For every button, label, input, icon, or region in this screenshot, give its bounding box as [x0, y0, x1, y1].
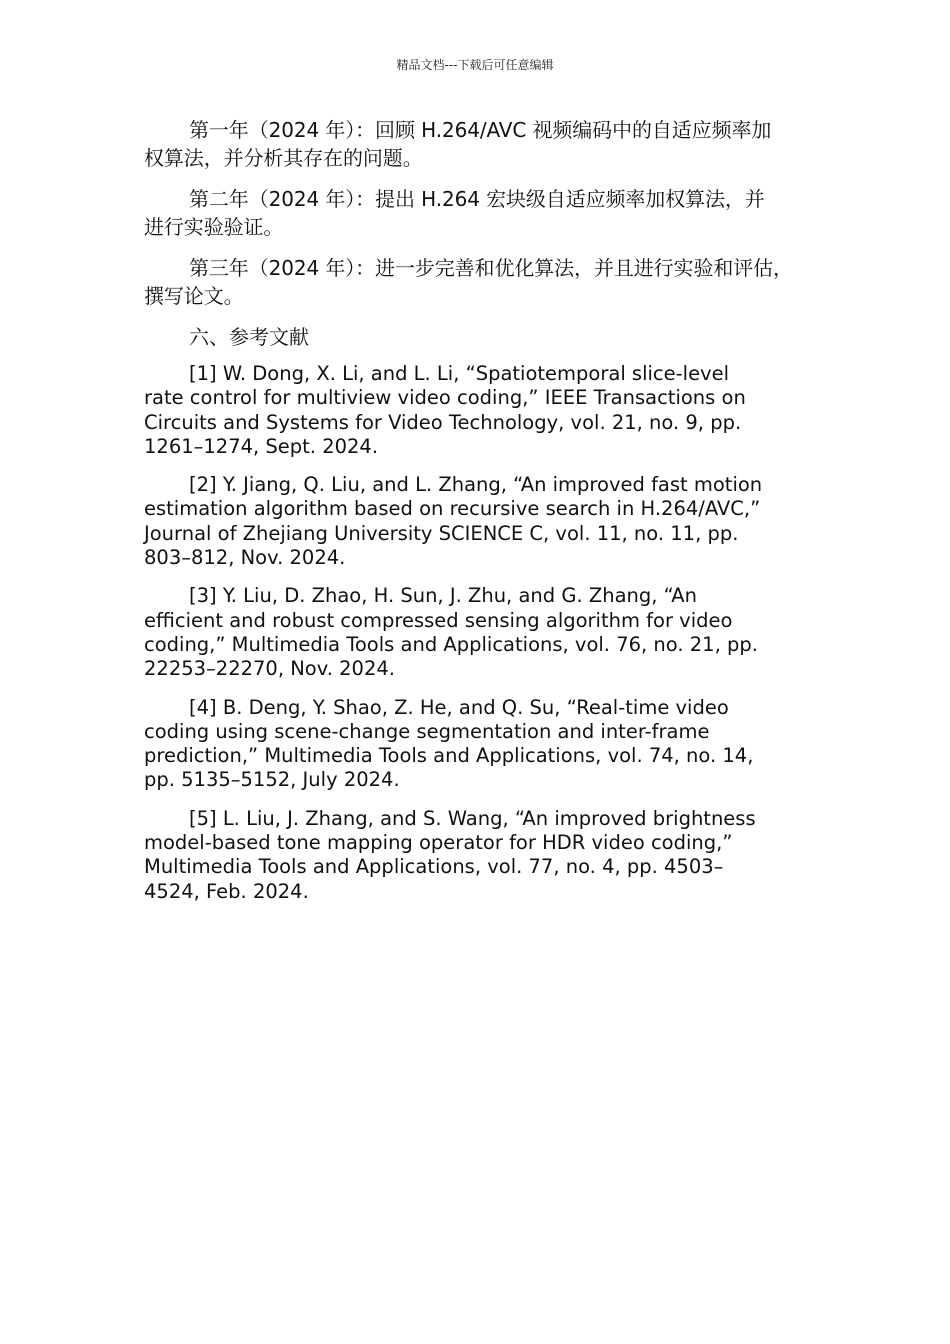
reference-list [144, 362, 816, 904]
references-heading: 六、参考文献 [189, 325, 309, 349]
reference-item-5: [5] L. Liu, J. Zhang, and S. Wang, “An improved brightness model-based tone mapping operator for HDR video coding,” Multimedia Tools and Applications, vol. 77, no. 4, pp. 4503– 4524, Feb. 2024. [144, 806, 756, 903]
reference-item-4: [4] B. Deng, Y. Shao, Z. He, and Q. Su, “Real-time video coding using scene-change segmentation and inter-frame prediction,” Multimedia Tools and Applications, vol. 74, no. 14, pp. 5135–5152, July 2024. [144, 695, 754, 792]
document-body [144, 116, 816, 918]
schedule-year-3: 第三年（2024 年）：进一步完善和优化算法，并且进行实验和评估， 撰写论文。 [144, 256, 793, 308]
schedule-year-1: 第一年（2024 年）：回顾 H.264/AVC 视频编码中的自适应频率加 权算法，并分析其存在的问题。 [144, 118, 772, 170]
reference-item-2: [2] Y. Jiang, Q. Liu, and L. Zhang, “An improved fast motion estimation algorithm based on recursive search in H.264/AVC,” Journal of Zhejiang University SCIENCE C, vol. 11, no. 11, pp. 803–812, Nov. 2024. [144, 473, 763, 570]
reference-item-1: [1] W. Dong, X. Li, and L. Li, “Spatiotemporal slice-level rate control for multiview video coding,” IEEE Transactions on Circuits and Systems for Video Technology, vol. 21, no. 9, pp. 1261–1274, Sept. 2024. [144, 362, 746, 458]
page-header: 精品文档---下载后可任意编辑 [396, 58, 554, 72]
schedule-year-2: 第二年（2024 年）：提出 H.264 宏块级自适应频率加权算法，并 进行实验验证。 [144, 187, 765, 239]
reference-item-3: [3] Y. Liu, D. Zhao, H. Sun, J. Zhu, and G. Zhang, “An efficient and robust compressed sensing algorithm for video coding,” Multimedia Tools and Applications, vol. 76, no. 21, pp. 22253–22270, Nov. 2024. [144, 584, 758, 681]
